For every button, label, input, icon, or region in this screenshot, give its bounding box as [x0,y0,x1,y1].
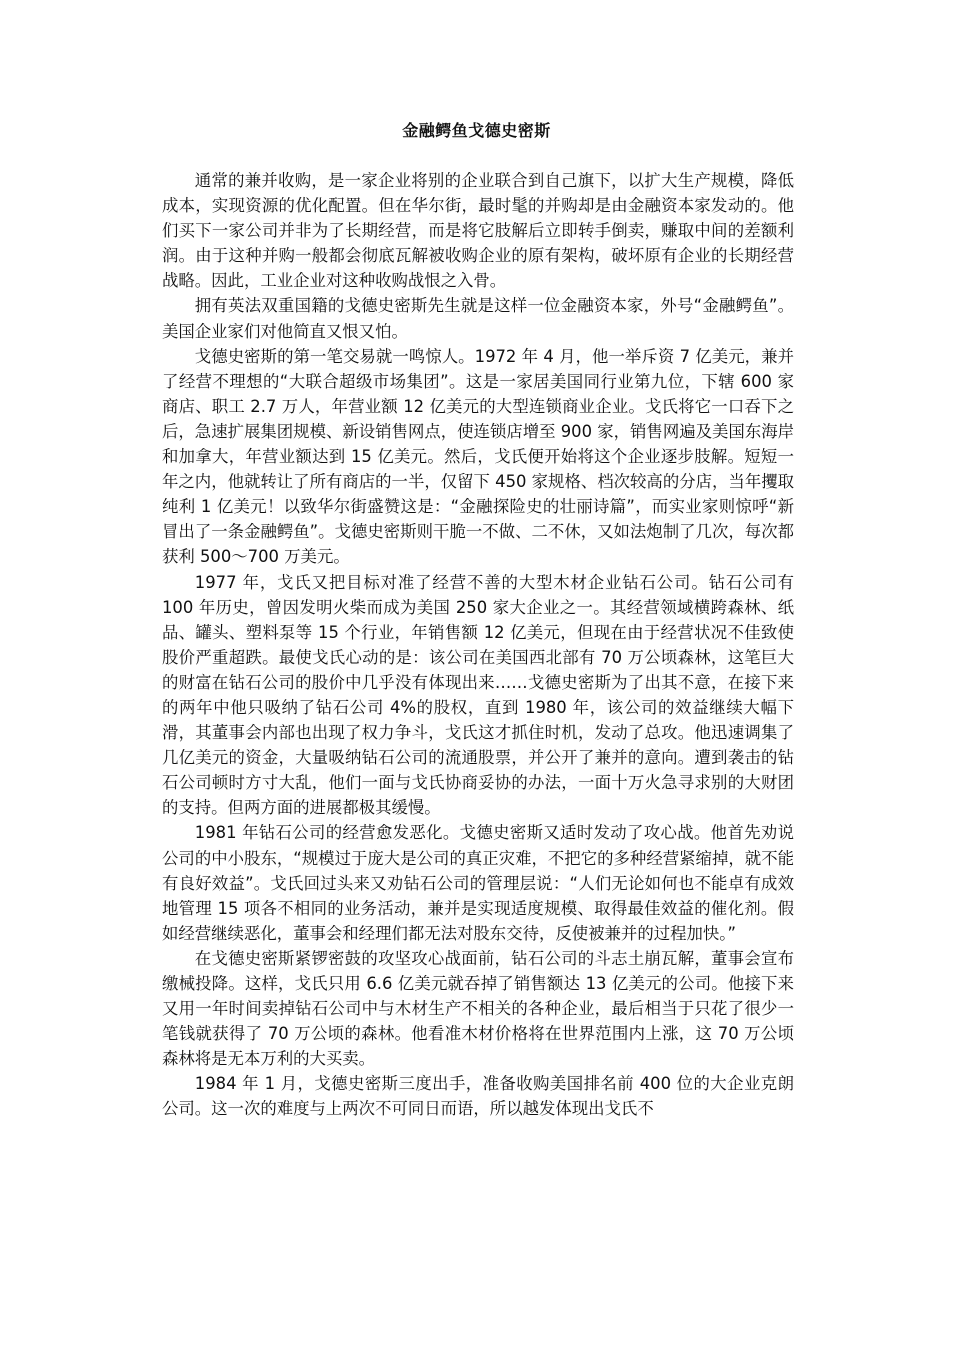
document-title: 金融鳄鱼戈德史密斯 [402,121,551,140]
document-body [162,168,794,1122]
paragraph: 通常的兼并收购，是一家企业将别的企业联合到自己旗下，以扩大生产规模，降低成本，实现资源的优化配置。但在华尔街，最时髦的并购却是由金融资本家发动的。他们买下一家公司并非为了长期经营，而是将它肢解后立即转手倒卖，赚取中间的差额利润。由于这种并购一般都会彻底瓦解被收购企业的原有架构，破坏原有企业的长期经营战略。因此，工业企业对这种收购战恨之入骨。 [162,171,794,291]
paragraph: 在戈德史密斯紧锣密鼓的攻坚攻心战面前，钻石公司的斗志土崩瓦解，董事会宣布缴械投降。这样，戈氏只用 6.6 亿美元就吞掉了销售额达 13 亿美元的公司。他接下来又用一年时间卖掉钻石公司中与木材生产不相关的各种企业，最后相当于只花了很少一笔钱就获得了 70 万公顷的森林。他看准木材价格将在世界范围内上涨，这 70 万公顷森林将是无本万利的大买卖。 [162,948,794,1069]
paragraph: 1984 年 1 月，戈德史密斯三度出手，准备收购美国排名前 400 位的大企业克朗公司。这一次的难度与上两次不可同日而语，所以越发体现出戈氏不 [162,1074,794,1119]
paragraph: 1981 年钻石公司的经营愈发恶化。戈德史密斯又适时发动了攻心战。他首先劝说公司的中小股东，“规模过于庞大是公司的真正灾难，不把它的多种经营紧缩掉，就不能有良好效益”。戈氏回过头来又劝钻石公司的管理层说：“人们无论如何也不能卓有成效地管理 15 项各不相同的业务活动，兼并是实现适度规模、取得最佳效益的催化剂。假如经营继续恶化，董事会和经理们都无法对股东交待，反使被兼并的过程加快。” [162,823,794,943]
paragraph: 拥有英法双重国籍的戈德史密斯先生就是这样一位金融资本家，外号“金融鳄鱼”。美国企业家们对他简直又恨又怕。 [162,296,794,341]
paragraph: 1977 年，戈氏又把目标对准了经营不善的大型木材企业钻石公司。钻石公司有 100 年历史，曾因发明火柴而成为美国 250 家大企业之一。其经营领域横跨森林、纸品、罐头、塑料泵等 15 个行业，年销售额 12 亿美元，但现在由于经营状况不佳致使股价严重超跌。最使戈氏心动的是：该公司在美国西北部有 70 万公顷森林，这笔巨大的财富在钻石公司的股价中几乎没有体现出来……戈德史密斯为了出其不意，在接下来的两年中他只吸纳了钻石公司 4%的股权，直到 1980 年，该公司的效益继续大幅下滑，其董事会内部也出现了权力争斗，戈氏这才抓住时机，发动了总攻。他迅速调集了几亿美元的资金，大量吸纳钻石公司的流通股票，并公开了兼并的意向。遭到袭击的钻石公司顿时方寸大乱，他们一面与戈氏协商妥协的办法，一面十万火急寻求别的大财团的支持。但两方面的进展都极其缓慢。 [162,572,794,818]
paragraph: 戈德史密斯的第一笔交易就一鸣惊人。1972 年 4 月，他一举斥资 7 亿美元，兼并了经营不理想的“大联合超级市场集团”。这是一家居美国同行业第九位，下辖 600 家商店、职工 2.7 万人，年营业额 12 亿美元的大型连锁商业企业。戈氏将它一口吞下之后，急速扩展集团规模、新设销售网点，使连锁店增至 900 家，销售网遍及美国东海岸和加拿大，年营业额达到 15 亿美元。然后，戈氏便开始将这个企业逐步肢解。短短一年之内，他就转让了所有商店的一半，仅留下 450 家规格、档次较高的分店，当年攫取纯利 1 亿美元！以致华尔街盛赞这是：“金融探险史的壮丽诗篇”，而实业家则惊呼“新冒出了一条金融鳄鱼”。戈德史密斯则干脆一不做、二不休，又如法炮制了几次，每次都获利 500～700 万美元。 [162,346,794,567]
